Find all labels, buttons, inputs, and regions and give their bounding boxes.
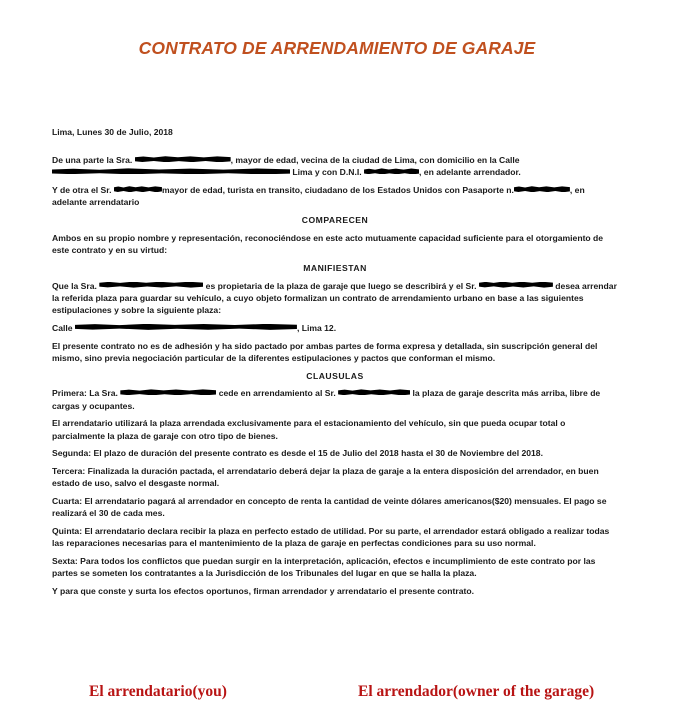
redacted-garage-address [75,324,297,330]
adhesion-paragraph: El presente contrato no es de adhesión y ha sido pactado por ambas partes de forma expresa y detallada, sin suscripción general del mismo, sino previa negociación particular de la diferentes estipulaciones y pactos que conforman el mismo. [52,340,598,363]
garage-address-paragraph [52,322,618,334]
clause-primera [52,387,618,411]
signature-arrendador-label: El arrendador(owner of the garage) [358,683,595,700]
clause-primera-intro: Primera: La Sra. [52,388,118,399]
redacted-primera-owner [120,389,216,395]
redacted-arrendador-name [135,156,231,162]
document-title: CONTRATO DE ARRENDAMIENTO DE GARAJE [138,38,536,58]
party-arrendatario-details: mayor de edad, turista en transito, ciudadano de los Estados Unidos con Pasaporte n. [161,185,514,196]
redacted-arrendatario-name [114,186,162,192]
redacted-tenant-name [479,282,553,288]
closing-statement: Y para que conste y surta los efectos oportunos, firman arrendador y arrendatario el presente contrato. [52,586,475,597]
redacted-passport-number [514,186,570,192]
party-arrendador-intro: De una parte la Sra. [52,155,133,166]
manifiestan-intro: Que la Sra. [52,280,97,291]
party-arrendatario-role: , en adelante arrendatario [52,185,585,208]
manifiestan-owner-text: es propietaria de la plaza de garaje que luego se describirá y el Sr. [203,280,477,291]
clause-tercera: Tercera: Finalizada la duración pactada, el arrendatario deberá dejar la plaza de garaje a la entera disposición del arrendador, en buen estado de uso, salvo el desgaste normal. [52,466,599,489]
date-line: Lima, Lunes 30 de Julio, 2018 [52,127,173,137]
clause-cuarta: Cuarta: El arrendatario pagará al arrendador en concepto de renta la cantidad de veinte dólares americanos($20) mensuales. El pago se realizará el 30 de cada mes. [52,496,607,519]
manifiestan-tenant-text: desea arrendar la referida plaza para guardar su vehículo, a cuyo objeto formalizan un contrato de arrendamiento urbano en base a las siguientes estipulaciones y sobre la siguiente plaza: [52,280,617,316]
manifiestan-paragraph [52,280,618,317]
redacted-owner-name [99,282,203,288]
party-arrendatario-intro: Y de otra el Sr. [52,185,112,196]
heading-clausulas: CLAUSULAS [306,370,364,381]
signature-arrendatario-label: El arrendatario(you) [89,683,227,700]
redacted-arrendador-dni [364,168,419,174]
heading-comparecen: COMPARECEN [301,215,369,226]
clause-sexta: Sexta: Para todos los conflictos que puedan surgir en la interpretación, aplicación, efectos e incumplimiento de este contrato por las partes se someten los contratantes a la Jurisdicción de los Tribunales del lugar en que se halla la plaza. [52,556,596,579]
party-arrendador-role: , en adelante arrendador. [419,167,521,178]
contract-body [52,126,618,603]
garage-address-city: , Lima 12. [296,322,337,333]
heading-manifiestan: MANIFIESTAN [303,262,367,273]
party-arrendatario-paragraph [52,184,618,208]
party-arrendador-paragraph [52,154,618,178]
party-arrendador-details: , mayor de edad, vecina de la ciudad de Lima, con domicilio en la Calle [230,155,520,166]
clause-segunda: Segunda: El plazo de duración del presente contrato es desde el 15 de Julio del 2018 hasta el 30 de Noviembre del 2018. [52,448,543,459]
clause-primera-mid: cede en arrendamiento al Sr. [216,388,336,399]
comparecen-paragraph: Ambos en su propio nombre y representación, reconociéndose en este acto mutuamente capacidad suficiente para el otorgamiento de este contrato y en su virtud: [52,232,604,256]
redacted-primera-tenant [338,389,410,395]
clause-uso: El arrendatario utilizará la plaza arrendada exclusivamente para el estacionamiento del vehículo, sin que pueda ocupar total o parcialmente la plaza de garaje con otro tipo de bienes. [52,418,566,441]
clause-primera-end: la plaza de garaje descrita más arriba, libre de cargas y ocupantes. [52,388,601,411]
garage-address-label: Calle [52,322,73,333]
clause-quinta: Quinta: El arrendatario declara recibir la plaza en perfecto estado de utilidad. Por su parte, el arrendador estará obligado a realizar todas las reparaciones necesarias para el mantenimiento de la plaza de garaje en perfectas condiciones para su uso normal. [52,526,610,549]
redacted-arrendador-address [52,168,290,174]
party-arrendador-dni-label: Lima y con D.N.I. [290,167,362,178]
